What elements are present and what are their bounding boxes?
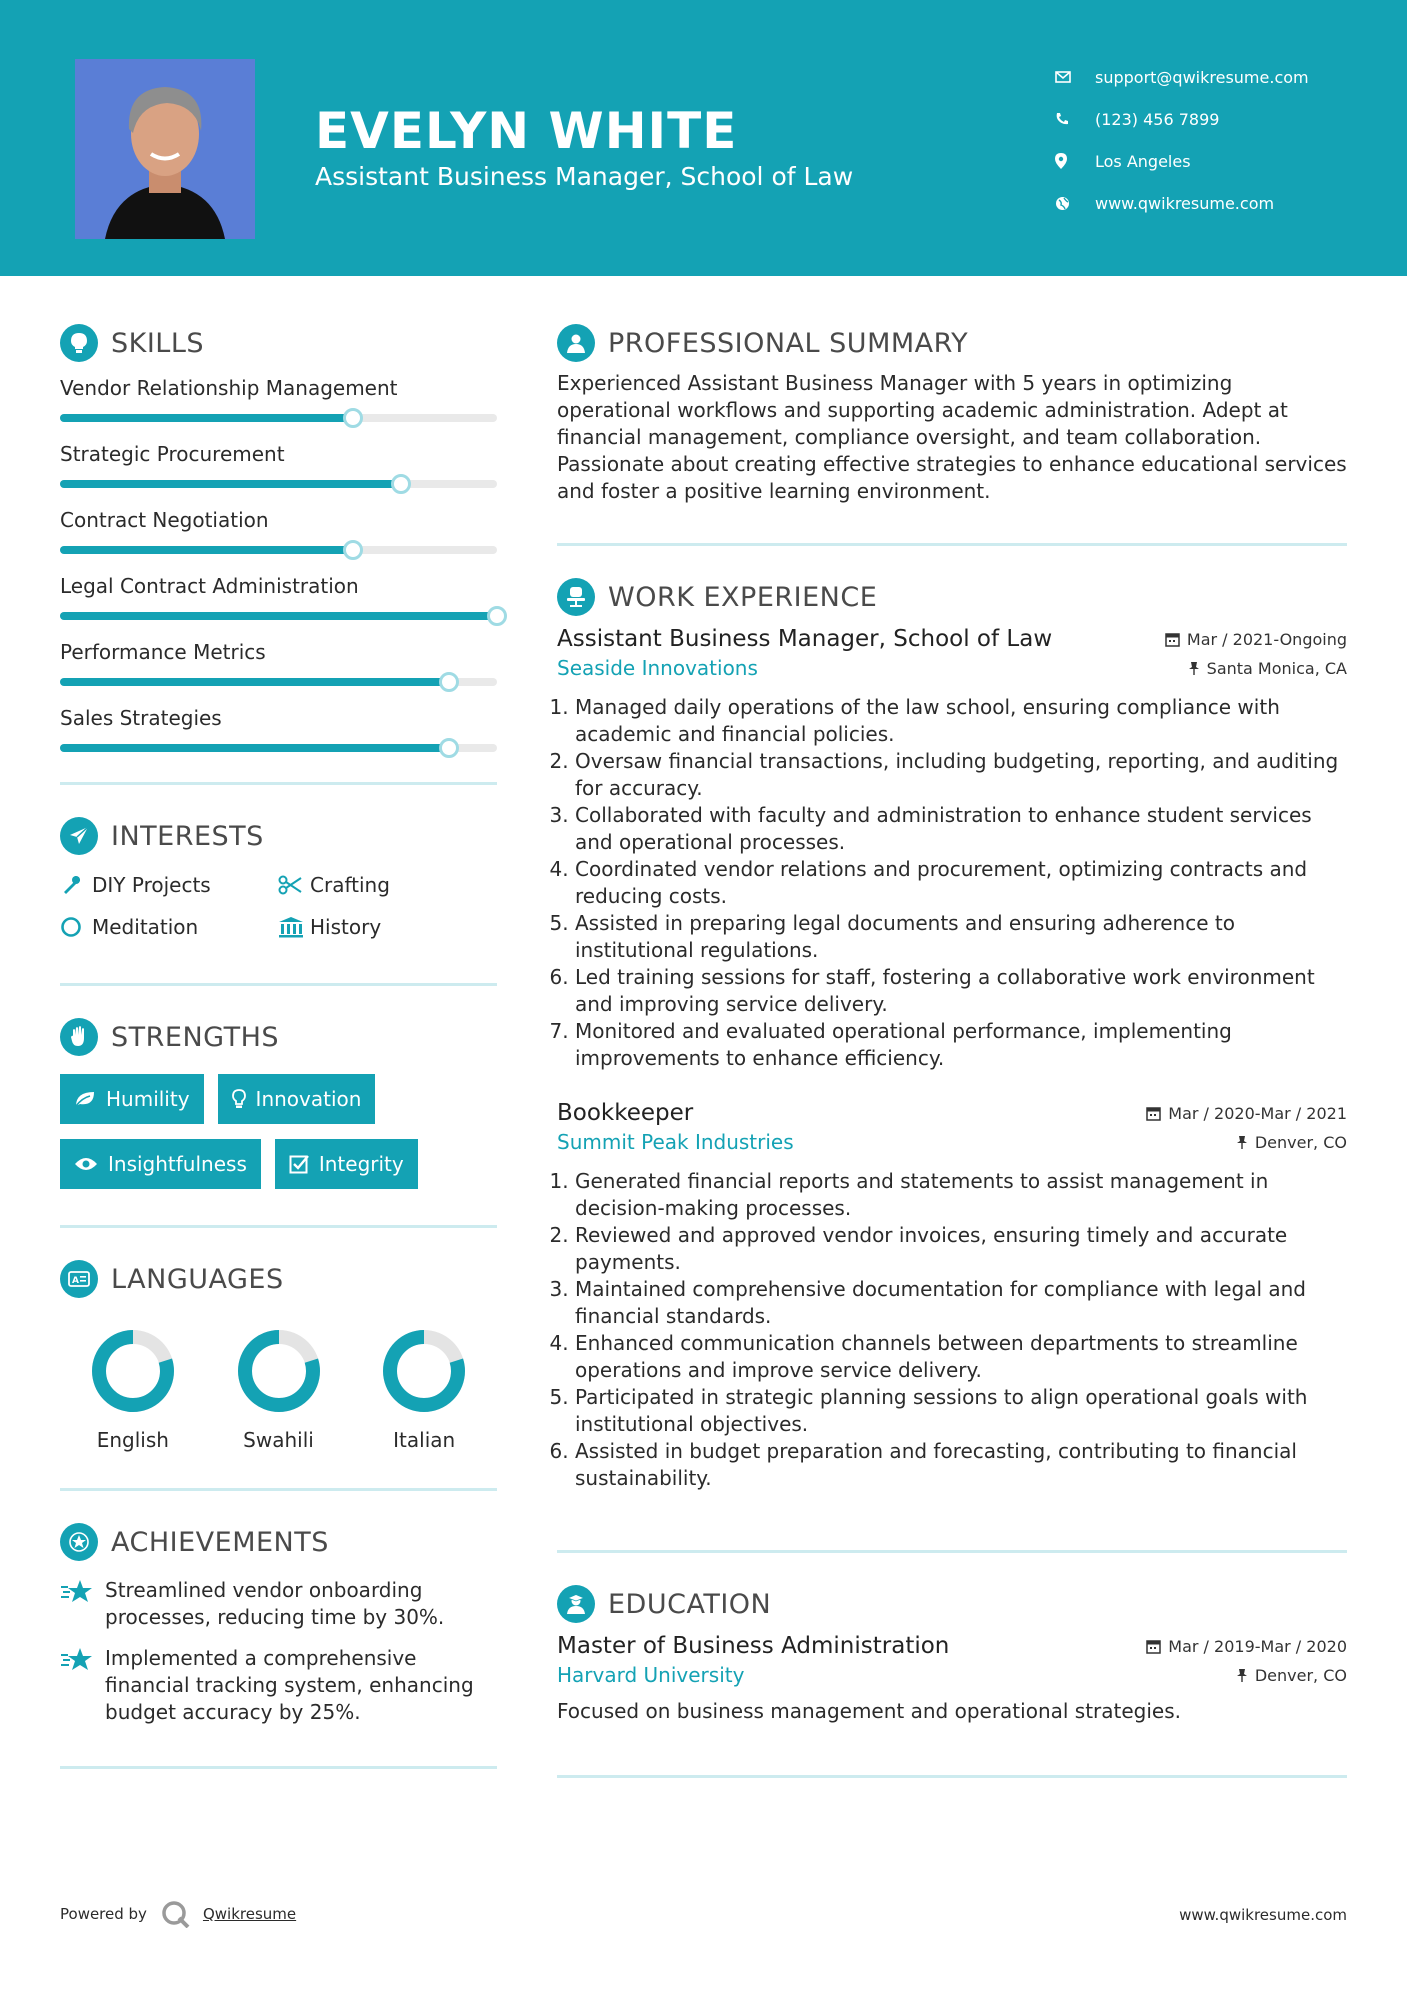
section-divider (557, 543, 1347, 546)
skill-bar-fill (60, 612, 497, 620)
skill-bar-fill (60, 678, 449, 686)
contact-phone-text: (123) 456 7899 (1095, 109, 1220, 129)
hand-icon (60, 1018, 98, 1056)
contact-website-text: www.qwikresume.com (1095, 193, 1275, 213)
skills-title: SKILLS (111, 327, 205, 359)
wrench-icon (60, 874, 92, 896)
language-item (60, 1326, 206, 1452)
skill-item (60, 706, 497, 752)
languages-heading (60, 1256, 497, 1302)
job-entry (557, 626, 1347, 1072)
paper-plane-icon (60, 817, 98, 855)
phone-icon (1055, 112, 1085, 126)
interest-item (60, 915, 278, 939)
skill-name: Vendor Relationship Management (60, 376, 398, 400)
qwikresume-link[interactable]: Qwikresume (202, 1905, 297, 1923)
lightbulb-icon (232, 1089, 246, 1109)
education-degree: Master of Business Administration (557, 1633, 950, 1659)
skill-name: Contract Negotiation (60, 508, 269, 532)
strength-tag (275, 1139, 418, 1189)
duty-item: 2. Oversaw financial transactions, including budgeting, reporting, and auditing for accuracy. (575, 748, 1347, 802)
job-entry (557, 1100, 1347, 1492)
job-location (1236, 1133, 1347, 1152)
pin-icon (1236, 1668, 1248, 1683)
education-header (557, 1633, 1347, 1659)
skill-name: Legal Contract Administration (60, 574, 359, 598)
skill-item (60, 574, 497, 620)
achievement-text: Implemented a comprehensive financial tracking system, enhancing budget accuracy by 25%. (105, 1646, 474, 1724)
duty-item: 5. Participated in strategic planning sessions to align operational goals with institutional objectives. (575, 1384, 1347, 1438)
interest-item (60, 873, 278, 897)
interests-title: INTERESTS (111, 820, 264, 852)
skill-bar (60, 678, 497, 686)
experience-heading (557, 574, 1347, 620)
summary-heading (557, 320, 1347, 366)
language-donut (379, 1326, 469, 1416)
interest-item (278, 873, 496, 897)
strength-label: Innovation (255, 1087, 362, 1111)
duty-item: 5. Assisted in preparing legal documents and ensuring adherence to institutional regulations. (575, 910, 1347, 964)
scissors-icon (278, 875, 310, 895)
section-divider (60, 1225, 497, 1228)
job-dates (1165, 630, 1347, 649)
education-location-text: Denver, CO (1254, 1665, 1347, 1685)
graduate-icon (557, 1585, 595, 1623)
job-dates (1146, 1104, 1347, 1123)
education-subheader (557, 1663, 1347, 1687)
strengths-title: STRENGTHS (111, 1021, 280, 1053)
strength-tag (60, 1074, 204, 1124)
duty-item: 4. Coordinated vendor relations and procurement, optimizing contracts and reducing costs. (575, 856, 1347, 910)
duty-item: 3. Collaborated with faculty and administration to enhance student services and operational processes. (575, 802, 1347, 856)
strengths-heading (60, 1014, 497, 1060)
interest-label: Crafting (310, 873, 390, 897)
duty-item: 3. Maintained comprehensive documentation for compliance with legal and financial standards. (575, 1276, 1347, 1330)
skill-bar-knob (391, 474, 411, 494)
languages-list (60, 1326, 497, 1452)
duty-item: 4. Enhanced communication channels between departments to streamline operations and improve service delivery. (575, 1330, 1347, 1384)
skill-bar-knob (439, 672, 459, 692)
duty-item: 6. Assisted in budget preparation and forecasting, contributing to financial sustainability. (575, 1438, 1347, 1492)
qwikresume-logo-icon (161, 1900, 191, 1928)
education-dates-text: Mar / 2019-Mar / 2020 (1168, 1636, 1347, 1656)
resume-header (0, 0, 1407, 276)
achievement-item (60, 1645, 497, 1726)
language-item (351, 1326, 497, 1452)
language-item (206, 1326, 352, 1452)
job-role: Assistant Business Manager, School of Law (557, 626, 1053, 652)
skill-name: Strategic Procurement (60, 442, 285, 466)
language-label: Italian (393, 1428, 456, 1452)
interest-label: DIY Projects (92, 873, 211, 897)
leaf-icon (74, 1090, 96, 1108)
job-location-text: Denver, CO (1254, 1132, 1347, 1152)
skill-bar-knob (343, 408, 363, 428)
skills-list (60, 376, 497, 752)
skill-bar-fill (60, 744, 449, 752)
candidate-title: Assistant Business Manager, School of Law (315, 162, 854, 191)
job-location-text: Santa Monica, CA (1206, 658, 1347, 678)
achievements-title: ACHIEVEMENTS (111, 1526, 329, 1558)
left-column (60, 320, 497, 1769)
skill-name: Sales Strategies (60, 706, 222, 730)
achievements-heading (60, 1519, 497, 1565)
job-header (557, 1100, 1347, 1126)
job-dates-text: Mar / 2021-Ongoing (1186, 629, 1347, 649)
skill-item (60, 442, 497, 488)
section-divider (60, 1488, 497, 1491)
achievement-item (60, 1577, 497, 1631)
pin-icon (1236, 1135, 1248, 1150)
contact-website[interactable] (1055, 182, 1309, 224)
skill-item (60, 508, 497, 554)
circle-icon (60, 916, 92, 938)
section-divider (60, 782, 497, 785)
lightbulb-icon (60, 324, 98, 362)
language-donut (234, 1326, 324, 1416)
calendar-icon (1146, 1106, 1161, 1121)
chair-icon (557, 578, 595, 616)
eye-icon (74, 1156, 98, 1172)
pin-icon (1188, 661, 1200, 676)
skill-name: Performance Metrics (60, 640, 266, 664)
skill-bar-fill (60, 414, 353, 422)
job-subheader (557, 1130, 1347, 1154)
language-icon (60, 1260, 98, 1298)
job-role: Bookkeeper (557, 1100, 694, 1126)
summary-title: PROFESSIONAL SUMMARY (608, 327, 969, 359)
skill-bar (60, 480, 497, 488)
strength-label: Integrity (318, 1152, 404, 1176)
contact-list (1055, 56, 1309, 224)
education-description: Focused on business management and operational strategies. (557, 1699, 1182, 1723)
education-heading (557, 1581, 1347, 1627)
contact-email-text: support@qwikresume.com (1095, 67, 1309, 87)
interests-list (60, 873, 497, 939)
section-divider (60, 983, 497, 986)
experience-title: WORK EXPERIENCE (608, 581, 878, 613)
interest-label: History (310, 915, 382, 939)
education-location (1236, 1666, 1347, 1685)
strength-tag (218, 1074, 376, 1124)
contact-email[interactable] (1055, 56, 1309, 98)
summary-text: Experienced Assistant Business Manager with 5 years in optimizing operational workflows and supporting academic administration. Adept at financial management, compliance oversight, and team collaboration. Passionate about creating effective strategies to enhance educational services and foster a positive learning environment. (557, 371, 1347, 503)
skill-item (60, 640, 497, 686)
job-location (1188, 659, 1347, 678)
calendar-icon (1165, 632, 1180, 647)
duty-item: 6. Led training sessions for staff, fostering a collaborative work environment and improving service delivery. (575, 964, 1347, 1018)
job-header (557, 626, 1347, 652)
language-donut (88, 1326, 178, 1416)
map-marker-icon (1055, 153, 1085, 169)
contact-phone[interactable] (1055, 98, 1309, 140)
strengths-list (60, 1074, 497, 1189)
education-school: Harvard University (557, 1663, 745, 1687)
duty-item: 2. Reviewed and approved vendor invoices, ensuring timely and accurate payments. (575, 1222, 1347, 1276)
contact-location-text: Los Angeles (1095, 151, 1191, 171)
footer-site[interactable]: www.qwikresume.com (1179, 1906, 1347, 1924)
right-column (557, 320, 1347, 1778)
globe-icon (1055, 196, 1085, 211)
education-title: EDUCATION (608, 1588, 772, 1620)
language-label: English (96, 1428, 169, 1452)
job-duties (557, 1168, 1347, 1492)
achievement-text: Streamlined vendor onboarding processes, reducing time by 30%. (105, 1578, 445, 1629)
skill-item (60, 376, 497, 422)
star-icon (60, 1577, 105, 1631)
strength-label: Humility (106, 1087, 190, 1111)
section-divider (60, 1766, 497, 1769)
skill-bar-knob (439, 738, 459, 758)
profile-photo (75, 59, 255, 239)
skill-bar (60, 744, 497, 752)
envelope-icon (1055, 71, 1085, 83)
candidate-name: EVELYN WHITE (315, 102, 738, 160)
skill-bar-knob (487, 606, 507, 626)
job-company: Seaside Innovations (557, 656, 758, 680)
duty-item: 1. Managed daily operations of the law school, ensuring compliance with academic and financial policies. (575, 694, 1347, 748)
job-subheader (557, 656, 1347, 680)
skills-heading (60, 320, 497, 366)
duty-item: 1. Generated financial reports and statements to assist management in decision-making processes. (575, 1168, 1347, 1222)
star-badge-icon (60, 1523, 98, 1561)
user-icon (557, 324, 595, 362)
calendar-icon (1146, 1639, 1161, 1654)
languages-title: LANGUAGES (111, 1263, 284, 1295)
section-divider (557, 1775, 1347, 1778)
strength-tag (60, 1139, 261, 1189)
skill-bar-knob (343, 540, 363, 560)
footer-powered-by (60, 1900, 296, 1928)
contact-location (1055, 140, 1309, 182)
section-divider (557, 1550, 1347, 1553)
skill-bar-fill (60, 480, 401, 488)
skill-bar (60, 414, 497, 422)
interest-label: Meditation (92, 915, 199, 939)
education-dates (1146, 1637, 1347, 1656)
duty-item: 7. Monitored and evaluated operational performance, implementing improvements to enhance efficiency. (575, 1018, 1347, 1072)
interests-heading (60, 813, 497, 859)
bank-icon (278, 916, 310, 938)
svg-text:A: A (72, 1276, 79, 1286)
interest-item (278, 915, 496, 939)
job-dates-text: Mar / 2020-Mar / 2021 (1168, 1103, 1347, 1123)
job-company: Summit Peak Industries (557, 1130, 794, 1154)
powered-by-label: Powered by (60, 1905, 147, 1923)
skill-bar-fill (60, 546, 353, 554)
skill-bar (60, 546, 497, 554)
check-square-icon (289, 1154, 309, 1174)
strength-label: Insightfulness (108, 1152, 247, 1176)
language-label: Swahili (243, 1428, 314, 1452)
job-duties (557, 694, 1347, 1072)
skill-bar (60, 612, 497, 620)
star-icon (60, 1645, 105, 1726)
